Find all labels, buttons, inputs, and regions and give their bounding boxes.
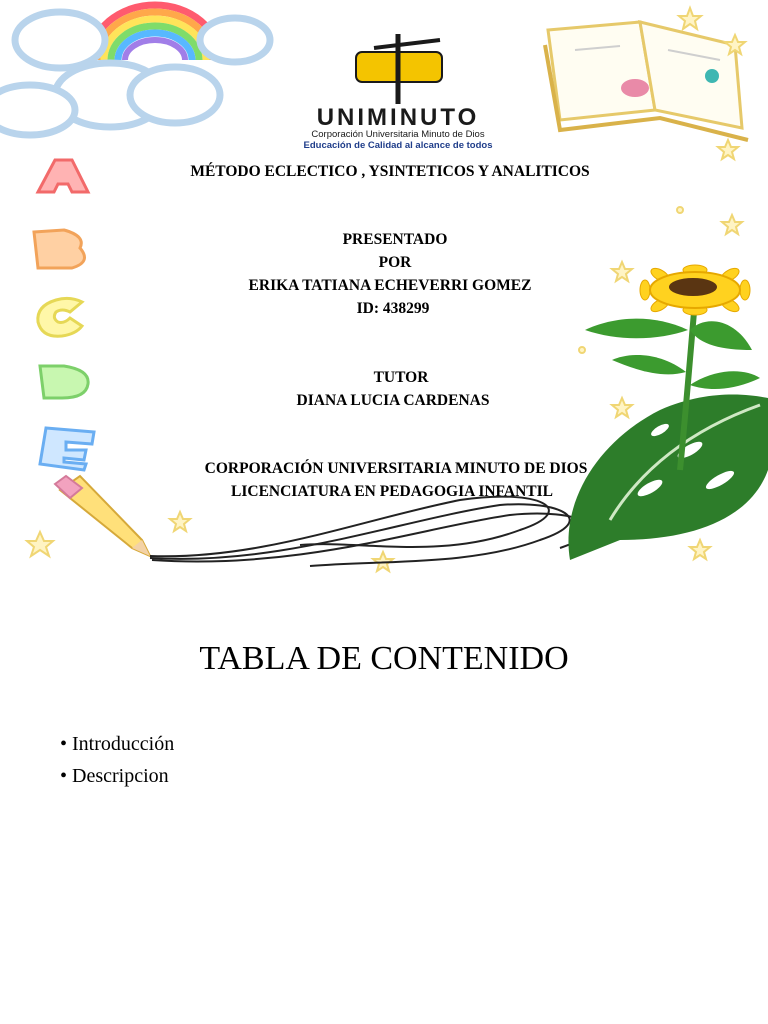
contents-slide	[0, 582, 768, 1024]
tutor-name: DIANA LUCIA CARDENAS	[296, 392, 490, 409]
toc-item-introduccion	[60, 734, 174, 754]
bullet-icon: •	[60, 733, 73, 755]
by-label: POR	[378, 254, 412, 271]
logo-wordmark: UNIMINUTO	[316, 104, 480, 131]
tutor-label: TUTOR	[373, 369, 429, 386]
toc-item-descripcion	[60, 766, 169, 786]
presented-label: PRESENTADO	[342, 231, 448, 248]
leaf-icon	[568, 395, 768, 560]
toc-item-label: Introducción	[72, 733, 175, 755]
institution-name: CORPORACIÓN UNIVERSITARIA MINUTO DE DIOS	[204, 460, 588, 477]
document-title: MÉTODO ECLECTICO , YSINTETICOS Y ANALITICOS	[190, 163, 590, 180]
swirl-lines	[150, 497, 589, 566]
toc-title: TABLA DE CONTENIDO	[199, 640, 569, 677]
author-name: ERIKA TATIANA ECHEVERRI GOMEZ	[248, 277, 532, 294]
author-id: ID: 438299	[356, 300, 430, 317]
bullet-icon: •	[60, 765, 73, 787]
logo-tagline: Educación de Calidad al alcance de todos	[303, 140, 493, 151]
open-book-icon	[545, 22, 748, 140]
toc-item-label: Descripcion	[72, 765, 169, 787]
logo-subtitle: Corporación Universitaria Minuto de Dios	[311, 129, 485, 140]
uniminuto-logo	[262, 30, 534, 151]
program-name: LICENCIATURA EN PEDAGOGIA INFANTIL	[231, 483, 553, 500]
logo-monogram-icon	[262, 30, 534, 108]
